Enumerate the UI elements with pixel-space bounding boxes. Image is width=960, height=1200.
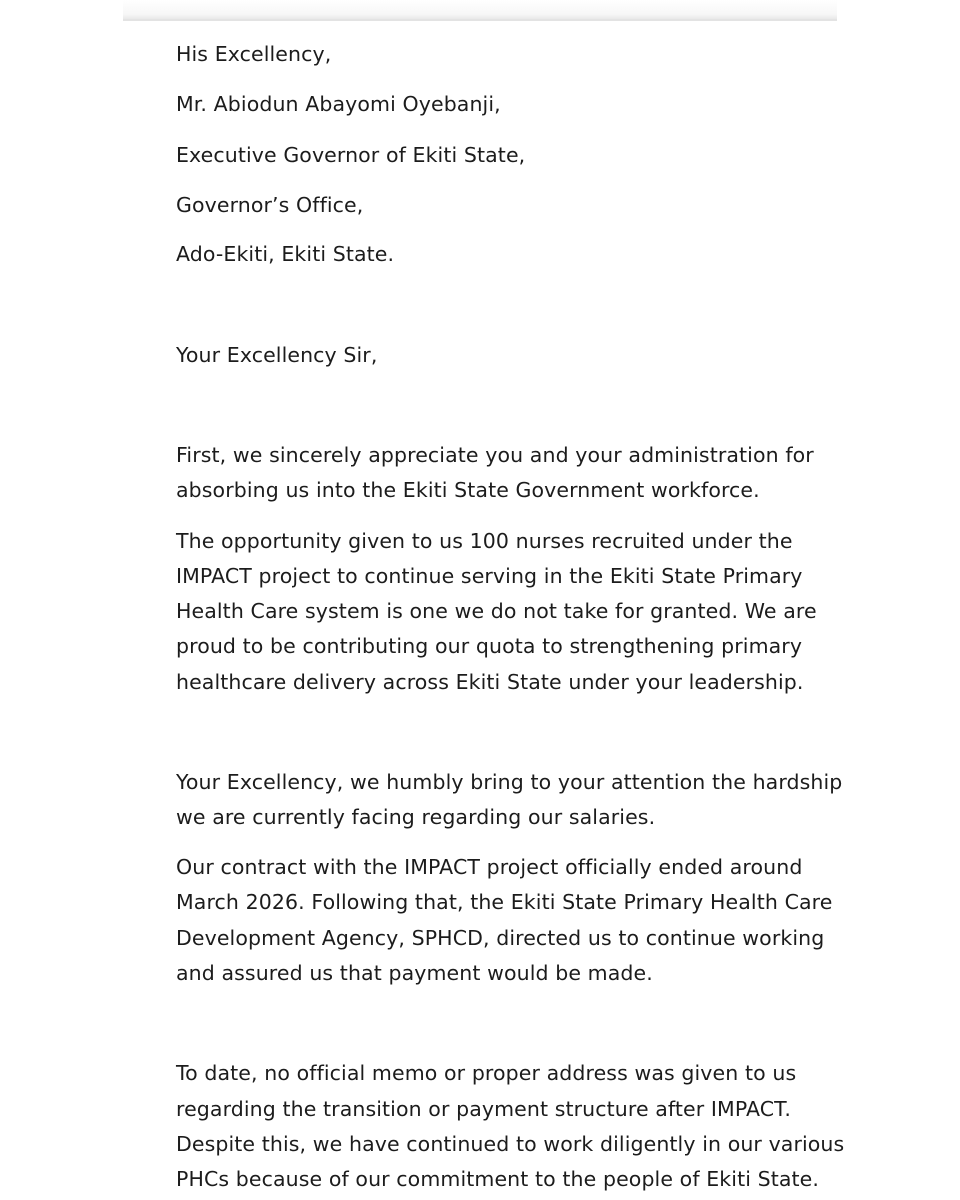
paragraph-2-line: The opportunity given to us 100 nurses recruited under the [176, 529, 793, 553]
paragraph-5-line: PHCs because of our commitment to the people of Ekiti State. [176, 1167, 820, 1191]
paragraph-4-line: Development Agency, SPHCD, directed us to continue working [176, 926, 825, 950]
paragraph-1-line: First, we sincerely appreciate you and your administration for [176, 443, 814, 467]
address-line-1: His Excellency, [176, 42, 332, 66]
paragraph-2-line: healthcare delivery across Ekiti State under your leadership. [176, 670, 804, 694]
address-line-3: Executive Governor of Ekiti State, [176, 143, 526, 167]
paragraph-2-line: Health Care system is one we do not take for granted. We are [176, 599, 817, 623]
paragraph-3-line: Your Excellency, we humbly bring to your attention the hardship [176, 770, 843, 794]
paragraph-1-line: absorbing us into the Ekiti State Government workforce. [176, 478, 760, 502]
paragraph-2-line: proud to be contributing our quota to strengthening primary [176, 634, 803, 658]
paragraph-5-line: Despite this, we have continued to work diligently in our various [176, 1132, 845, 1156]
paragraph-5-line: To date, no official memo or proper address was given to us [176, 1061, 797, 1085]
paragraph-2-line: IMPACT project to continue serving in the Ekiti State Primary [176, 564, 803, 588]
address-line-4: Governor’s Office, [176, 193, 364, 217]
address-line-2: Mr. Abiodun Abayomi Oyebanji, [176, 92, 501, 116]
paragraph-3-line: we are currently facing regarding our salaries. [176, 805, 656, 829]
paragraph-4-line: March 2026. Following that, the Ekiti State Primary Health Care [176, 890, 833, 914]
paragraph-4-line: Our contract with the IMPACT project officially ended around [176, 855, 803, 879]
page-divider [123, 19, 837, 21]
salutation: Your Excellency Sir, [176, 343, 378, 367]
page-top-edge [123, 0, 837, 20]
address-line-5: Ado-Ekiti, Ekiti State. [176, 242, 395, 266]
paragraph-5-line: regarding the transition or payment structure after IMPACT. [176, 1097, 791, 1121]
paragraph-4-line: and assured us that payment would be made. [176, 961, 653, 985]
